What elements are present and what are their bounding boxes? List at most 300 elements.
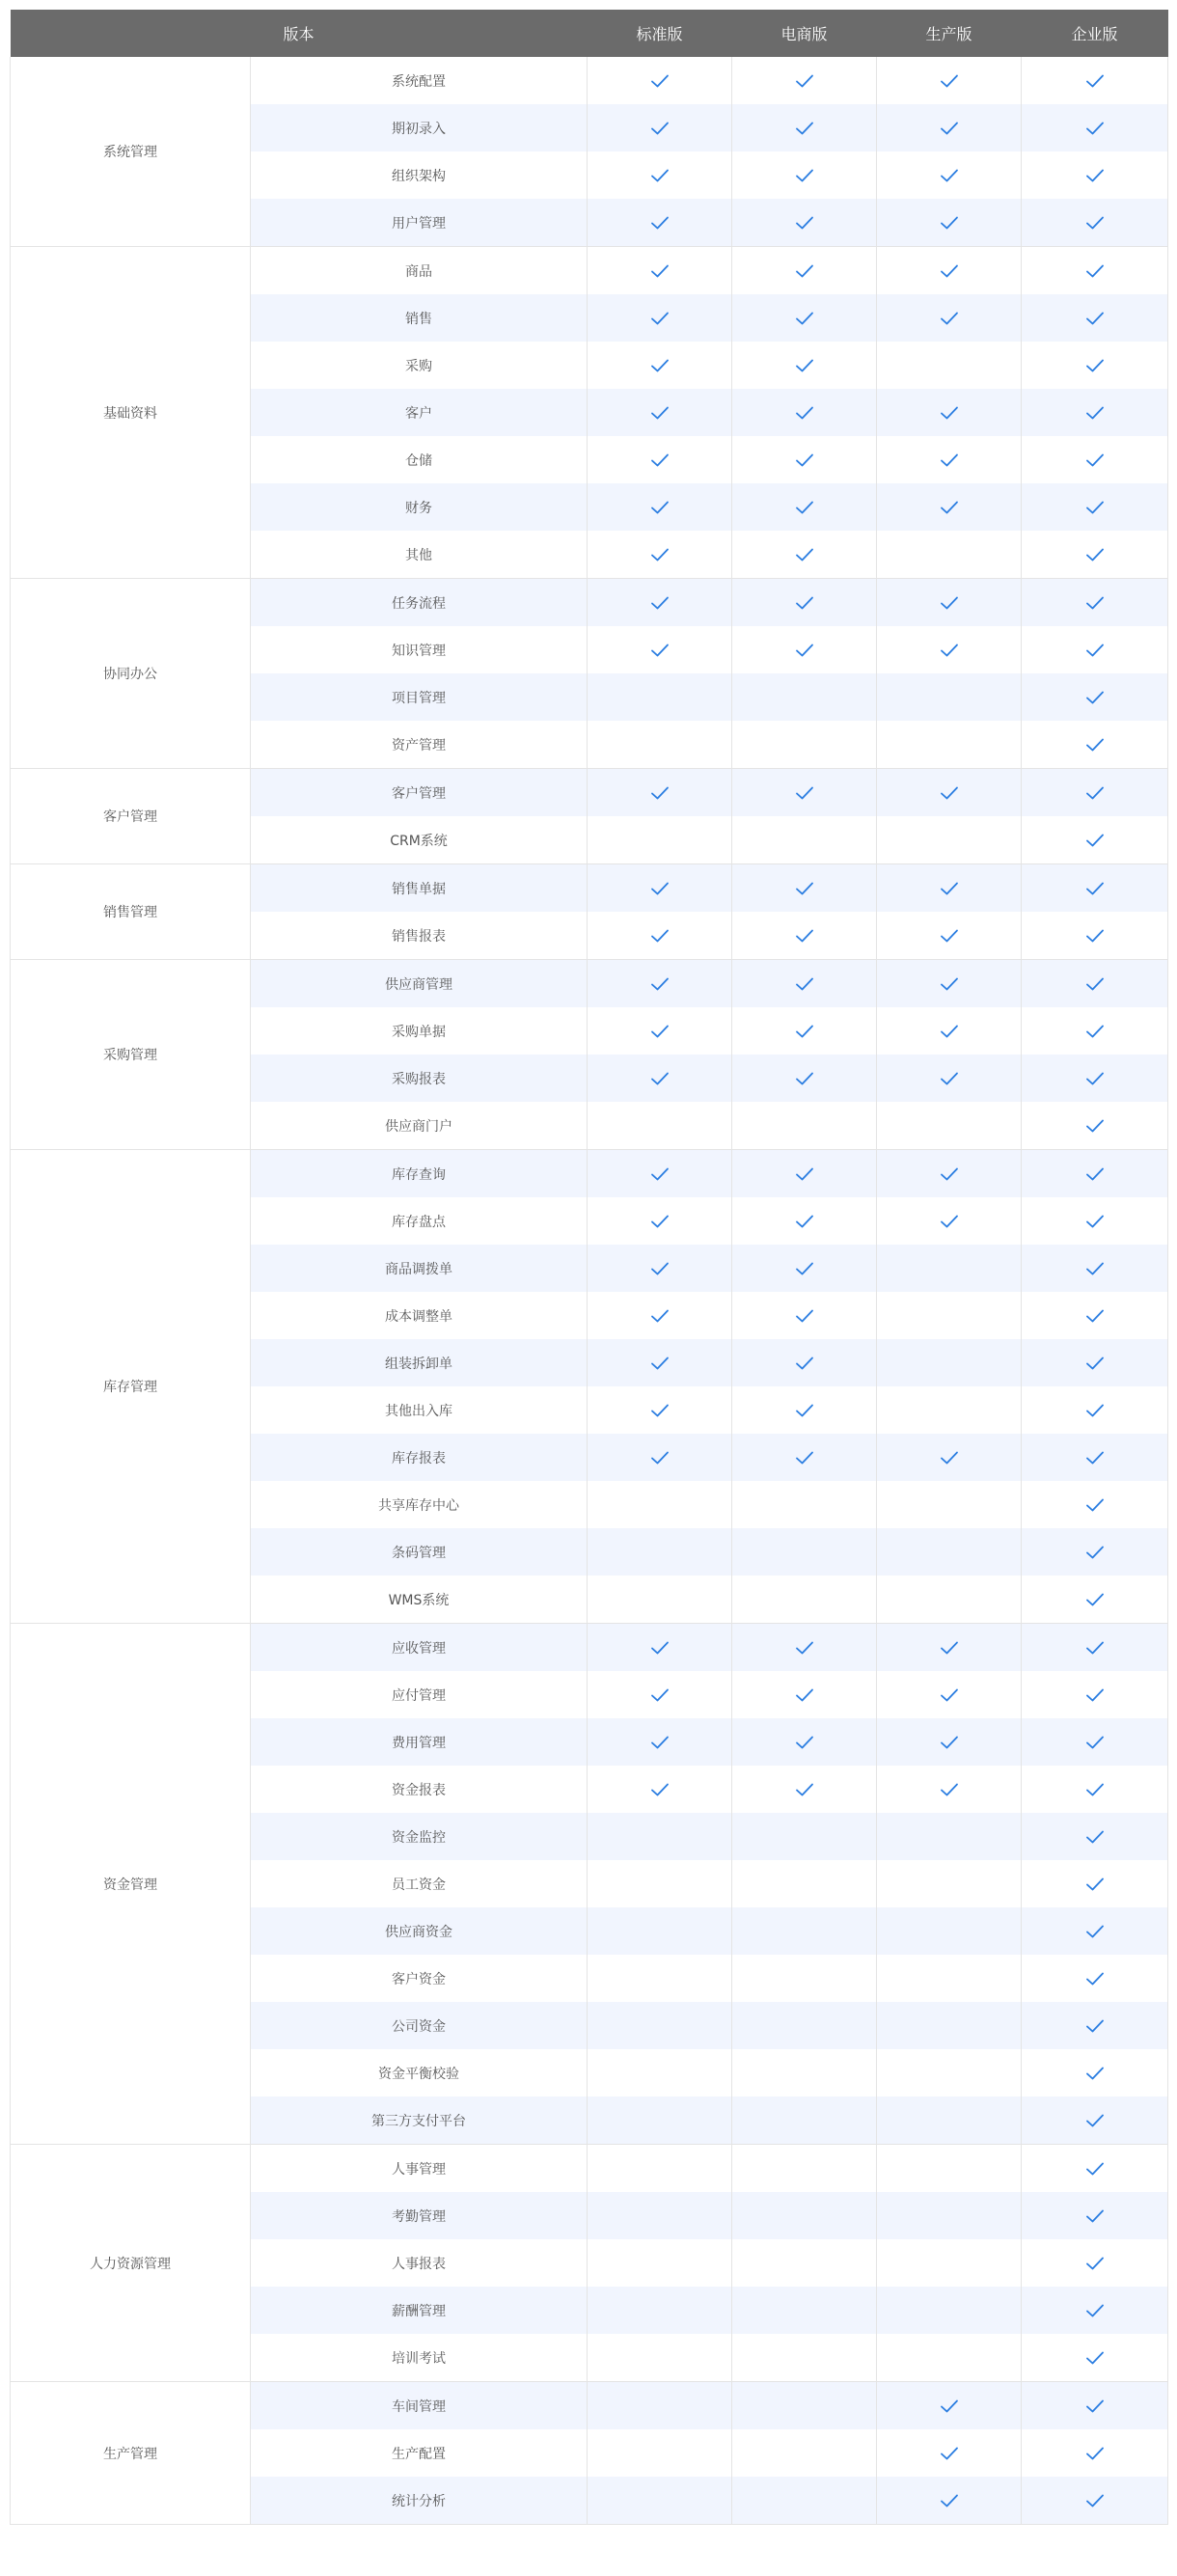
check-icon <box>940 785 959 801</box>
edition-cell <box>588 2002 732 2049</box>
edition-cell <box>1022 104 1168 151</box>
edition-cell <box>732 721 877 769</box>
check-icon <box>940 1640 959 1656</box>
edition-cell <box>588 1339 732 1386</box>
feature-label: 商品 <box>251 247 588 295</box>
edition-cell <box>732 1528 877 1576</box>
feature-label: 应收管理 <box>251 1624 588 1672</box>
edition-cell <box>1022 579 1168 627</box>
check-icon <box>1085 263 1105 279</box>
category-label: 生产管理 <box>11 2382 251 2525</box>
check-icon <box>1085 1735 1105 1750</box>
check-icon <box>1085 358 1105 373</box>
feature-label: 资金平衡校验 <box>251 2049 588 2096</box>
check-icon <box>1085 976 1105 992</box>
check-icon <box>1085 2446 1105 2461</box>
check-icon <box>1085 1545 1105 1560</box>
edition-cell <box>588 1576 732 1624</box>
feature-label: 采购报表 <box>251 1055 588 1102</box>
edition-cell <box>732 2096 877 2145</box>
edition-cell <box>877 1386 1022 1434</box>
edition-cell <box>588 2192 732 2239</box>
edition-cell <box>732 1055 877 1102</box>
feature-label: 销售 <box>251 294 588 342</box>
category-label: 人力资源管理 <box>11 2145 251 2382</box>
edition-cell <box>732 579 877 627</box>
edition-cell <box>732 2049 877 2096</box>
check-icon <box>1085 1356 1105 1371</box>
edition-cell <box>732 1718 877 1766</box>
edition-cell <box>732 2239 877 2287</box>
edition-cell <box>877 816 1022 864</box>
check-icon <box>795 215 814 231</box>
edition-cell <box>877 342 1022 389</box>
feature-label: 供应商资金 <box>251 1907 588 1955</box>
edition-cell <box>588 912 732 960</box>
feature-label: 供应商门户 <box>251 1102 588 1150</box>
edition-cell <box>732 1007 877 1055</box>
edition-cell <box>877 2429 1022 2477</box>
check-icon <box>1085 73 1105 89</box>
feature-label: 薪酬管理 <box>251 2287 588 2334</box>
edition-cell <box>732 483 877 531</box>
edition-cell <box>588 816 732 864</box>
edition-cell <box>732 247 877 295</box>
check-icon <box>795 1261 814 1276</box>
check-icon <box>940 121 959 136</box>
edition-cell <box>732 769 877 817</box>
edition-cell <box>588 483 732 531</box>
check-icon <box>795 547 814 562</box>
edition-cell <box>877 2049 1022 2096</box>
feature-label: 资金报表 <box>251 1766 588 1813</box>
feature-label: 客户 <box>251 389 588 436</box>
feature-label: 客户管理 <box>251 769 588 817</box>
check-icon <box>1085 1497 1105 1513</box>
category-label: 客户管理 <box>11 769 251 864</box>
feature-label: 销售报表 <box>251 912 588 960</box>
edition-cell <box>877 436 1022 483</box>
check-icon <box>1085 1971 1105 1987</box>
edition-cell <box>732 2429 877 2477</box>
edition-cell <box>877 57 1022 104</box>
edition-cell <box>588 342 732 389</box>
version-header: 版本 <box>11 10 588 57</box>
check-icon <box>650 73 670 89</box>
edition-cell <box>1022 2382 1168 2430</box>
edition-cell <box>877 199 1022 247</box>
edition-cell <box>588 2429 732 2477</box>
edition-cell <box>877 1528 1022 1576</box>
feature-label: 车间管理 <box>251 2382 588 2430</box>
edition-cell <box>732 816 877 864</box>
edition-cell <box>732 1150 877 1198</box>
check-icon <box>795 1024 814 1039</box>
edition-cell <box>1022 1860 1168 1907</box>
edition-cell <box>877 2239 1022 2287</box>
check-icon <box>795 73 814 89</box>
check-icon <box>795 311 814 326</box>
feature-label: CRM系统 <box>251 816 588 864</box>
edition-cell <box>877 483 1022 531</box>
check-icon <box>1085 1687 1105 1703</box>
feature-label: 其他 <box>251 531 588 579</box>
check-icon <box>650 1308 670 1324</box>
check-icon <box>1085 2493 1105 2508</box>
check-icon <box>940 2493 959 2508</box>
edition-cell <box>732 1434 877 1481</box>
feature-label: 用户管理 <box>251 199 588 247</box>
edition-cell <box>732 1292 877 1339</box>
check-icon <box>795 1071 814 1086</box>
edition-cell <box>877 104 1022 151</box>
edition-cell <box>1022 389 1168 436</box>
edition-cell <box>732 57 877 104</box>
edition-cell <box>1022 1434 1168 1481</box>
check-icon <box>795 1782 814 1797</box>
check-icon <box>795 928 814 944</box>
check-icon <box>650 643 670 658</box>
edition-cell <box>1022 1813 1168 1860</box>
edition-header-standard: 标准版 <box>588 10 732 57</box>
edition-cell <box>1022 912 1168 960</box>
edition-cell <box>1022 1576 1168 1624</box>
check-icon <box>795 452 814 468</box>
feature-label: 共享库存中心 <box>251 1481 588 1528</box>
feature-label: 供应商管理 <box>251 960 588 1008</box>
edition-cell <box>732 342 877 389</box>
edition-cell <box>732 2287 877 2334</box>
edition-cell <box>588 104 732 151</box>
edition-cell <box>1022 1481 1168 1528</box>
check-icon <box>650 452 670 468</box>
check-icon <box>940 595 959 611</box>
check-icon <box>1085 737 1105 753</box>
check-icon <box>650 263 670 279</box>
edition-cell <box>1022 342 1168 389</box>
check-icon <box>1085 690 1105 705</box>
check-icon <box>795 121 814 136</box>
check-icon <box>1085 2161 1105 2177</box>
table-row <box>11 864 1168 913</box>
edition-cell <box>1022 2429 1168 2477</box>
edition-cell <box>1022 1055 1168 1102</box>
check-icon <box>795 1166 814 1182</box>
check-icon <box>795 643 814 658</box>
check-icon <box>1085 2398 1105 2414</box>
category-label: 资金管理 <box>11 1624 251 2145</box>
edition-cell <box>877 1102 1022 1150</box>
edition-cell <box>588 2477 732 2525</box>
check-icon <box>940 311 959 326</box>
edition-cell <box>732 1907 877 1955</box>
check-icon <box>940 1024 959 1039</box>
edition-cell <box>588 2382 732 2430</box>
edition-cell <box>732 864 877 913</box>
feature-label: 采购 <box>251 342 588 389</box>
check-icon <box>1085 595 1105 611</box>
edition-cell <box>877 1007 1022 1055</box>
edition-cell <box>732 626 877 673</box>
check-icon <box>1085 1024 1105 1039</box>
edition-cell <box>588 1718 732 1766</box>
check-icon <box>1085 2208 1105 2224</box>
check-icon <box>1085 2018 1105 2034</box>
category-label: 库存管理 <box>11 1150 251 1624</box>
check-icon <box>650 1782 670 1797</box>
edition-cell <box>588 1245 732 1292</box>
edition-cell <box>877 2192 1022 2239</box>
table-row <box>11 579 1168 627</box>
edition-cell <box>732 151 877 199</box>
edition-cell <box>588 579 732 627</box>
check-icon <box>650 1735 670 1750</box>
feature-label: 项目管理 <box>251 673 588 721</box>
feature-label: 培训考试 <box>251 2334 588 2382</box>
category-label: 销售管理 <box>11 864 251 960</box>
edition-cell <box>1022 673 1168 721</box>
edition-cell <box>588 1102 732 1150</box>
edition-cell <box>1022 816 1168 864</box>
edition-cell <box>588 1386 732 1434</box>
check-icon <box>795 1214 814 1229</box>
edition-cell <box>1022 1245 1168 1292</box>
check-icon <box>1085 452 1105 468</box>
edition-cell <box>732 104 877 151</box>
check-icon <box>795 785 814 801</box>
edition-cell <box>877 294 1022 342</box>
check-icon <box>1085 1403 1105 1418</box>
feature-label: 财务 <box>251 483 588 531</box>
edition-cell <box>1022 483 1168 531</box>
edition-cell <box>877 531 1022 579</box>
edition-cell <box>877 769 1022 817</box>
check-icon <box>650 547 670 562</box>
edition-cell <box>1022 294 1168 342</box>
check-icon <box>940 2398 959 2414</box>
edition-cell <box>588 2145 732 2193</box>
feature-label: 其他出入库 <box>251 1386 588 1434</box>
feature-label: 人事报表 <box>251 2239 588 2287</box>
edition-cell <box>877 1718 1022 1766</box>
edition-cell <box>588 436 732 483</box>
edition-cell <box>588 626 732 673</box>
table-row <box>11 57 1168 104</box>
check-icon <box>650 1166 670 1182</box>
edition-header-production: 生产版 <box>877 10 1022 57</box>
check-icon <box>1085 1071 1105 1086</box>
check-icon <box>650 1403 670 1418</box>
edition-cell <box>588 1766 732 1813</box>
feature-label: 公司资金 <box>251 2002 588 2049</box>
edition-cell <box>588 1813 732 1860</box>
edition-cell <box>588 1007 732 1055</box>
table-row <box>11 247 1168 295</box>
check-icon <box>1085 928 1105 944</box>
edition-cell <box>877 2287 1022 2334</box>
check-icon <box>1085 168 1105 183</box>
check-icon <box>650 405 670 421</box>
edition-cell <box>1022 2334 1168 2382</box>
edition-cell <box>877 1766 1022 1813</box>
check-icon <box>940 1071 959 1086</box>
edition-cell <box>732 1197 877 1245</box>
check-icon <box>1085 1118 1105 1134</box>
edition-cell <box>1022 1528 1168 1576</box>
check-icon <box>1085 2066 1105 2081</box>
edition-cell <box>588 247 732 295</box>
check-icon <box>1085 1640 1105 1656</box>
check-icon <box>940 928 959 944</box>
edition-cell <box>588 2096 732 2145</box>
edition-cell <box>1022 247 1168 295</box>
edition-cell <box>1022 2002 1168 2049</box>
check-icon <box>650 1024 670 1039</box>
check-icon <box>1085 215 1105 231</box>
check-icon <box>795 1450 814 1466</box>
edition-cell <box>1022 1718 1168 1766</box>
check-icon <box>795 1640 814 1656</box>
edition-cell <box>588 1055 732 1102</box>
check-icon <box>1085 2350 1105 2366</box>
check-icon <box>795 595 814 611</box>
edition-cell <box>1022 2477 1168 2525</box>
edition-cell <box>732 1245 877 1292</box>
feature-label: 成本调整单 <box>251 1292 588 1339</box>
edition-cell <box>877 2334 1022 2382</box>
feature-label: 员工资金 <box>251 1860 588 1907</box>
edition-cell <box>732 673 877 721</box>
edition-cell <box>588 294 732 342</box>
check-icon <box>795 881 814 896</box>
edition-cell <box>588 531 732 579</box>
edition-cell <box>1022 2192 1168 2239</box>
edition-cell <box>732 2382 877 2430</box>
edition-cell <box>877 626 1022 673</box>
edition-cell <box>732 436 877 483</box>
category-label: 系统管理 <box>11 57 251 247</box>
edition-cell <box>877 151 1022 199</box>
check-icon <box>650 1640 670 1656</box>
check-icon <box>795 1403 814 1418</box>
edition-cell <box>877 864 1022 913</box>
feature-label: 人事管理 <box>251 2145 588 2193</box>
check-icon <box>795 1308 814 1324</box>
edition-cell <box>877 2382 1022 2430</box>
check-icon <box>1085 2256 1105 2271</box>
check-icon <box>1085 2113 1105 2128</box>
check-icon <box>1085 833 1105 848</box>
edition-cell <box>1022 1102 1168 1150</box>
edition-cell <box>1022 769 1168 817</box>
edition-cell <box>877 2096 1022 2145</box>
edition-cell <box>1022 2096 1168 2145</box>
edition-cell <box>732 2145 877 2193</box>
check-icon <box>1085 1782 1105 1797</box>
table-row <box>11 1624 1168 1672</box>
check-icon <box>650 1450 670 1466</box>
check-icon <box>650 358 670 373</box>
feature-label: 仓储 <box>251 436 588 483</box>
edition-cell <box>588 960 732 1008</box>
edition-cell <box>1022 1007 1168 1055</box>
feature-label: 任务流程 <box>251 579 588 627</box>
edition-cell <box>877 2477 1022 2525</box>
feature-label: 组装拆卸单 <box>251 1339 588 1386</box>
edition-cell <box>877 1624 1022 1672</box>
edition-cell <box>732 531 877 579</box>
check-icon <box>940 1687 959 1703</box>
check-icon <box>940 263 959 279</box>
edition-cell <box>732 2334 877 2382</box>
edition-cell <box>877 1907 1022 1955</box>
edition-cell <box>1022 721 1168 769</box>
edition-cell <box>588 864 732 913</box>
category-label: 协同办公 <box>11 579 251 769</box>
check-icon <box>940 500 959 515</box>
check-icon <box>940 1735 959 1750</box>
check-icon <box>650 1214 670 1229</box>
edition-cell <box>588 2287 732 2334</box>
check-icon <box>650 1071 670 1086</box>
check-icon <box>940 405 959 421</box>
edition-cell <box>877 247 1022 295</box>
feature-label: WMS系统 <box>251 1576 588 1624</box>
table-body <box>11 57 1168 2525</box>
edition-cell <box>732 1624 877 1672</box>
check-icon <box>1085 1592 1105 1607</box>
check-icon <box>795 263 814 279</box>
feature-label: 费用管理 <box>251 1718 588 1766</box>
edition-cell <box>588 1860 732 1907</box>
edition-cell <box>588 199 732 247</box>
edition-cell <box>588 1624 732 1672</box>
edition-cell <box>877 1671 1022 1718</box>
check-icon <box>1085 405 1105 421</box>
edition-cell <box>588 1528 732 1576</box>
table-row <box>11 960 1168 1008</box>
table-row <box>11 2145 1168 2193</box>
table-row <box>11 769 1168 817</box>
feature-label: 资产管理 <box>251 721 588 769</box>
edition-cell <box>588 1481 732 1528</box>
edition-header-ecommerce: 电商版 <box>732 10 877 57</box>
check-icon <box>650 121 670 136</box>
edition-cell <box>1022 960 1168 1008</box>
edition-cell <box>1022 1339 1168 1386</box>
check-icon <box>940 168 959 183</box>
edition-cell <box>588 1907 732 1955</box>
edition-cell <box>877 2002 1022 2049</box>
check-icon <box>1085 500 1105 515</box>
check-icon <box>940 1166 959 1182</box>
edition-cell <box>732 1339 877 1386</box>
edition-cell <box>877 1245 1022 1292</box>
edition-cell <box>588 389 732 436</box>
edition-cell <box>1022 1624 1168 1672</box>
check-icon <box>940 1782 959 1797</box>
feature-label: 应付管理 <box>251 1671 588 1718</box>
feature-label: 考勤管理 <box>251 2192 588 2239</box>
edition-cell <box>732 1955 877 2002</box>
edition-cell <box>732 1102 877 1150</box>
edition-cell <box>588 1955 732 2002</box>
check-icon <box>795 500 814 515</box>
check-icon <box>940 881 959 896</box>
edition-cell <box>588 2334 732 2382</box>
edition-cell <box>877 1434 1022 1481</box>
edition-cell <box>1022 2145 1168 2193</box>
